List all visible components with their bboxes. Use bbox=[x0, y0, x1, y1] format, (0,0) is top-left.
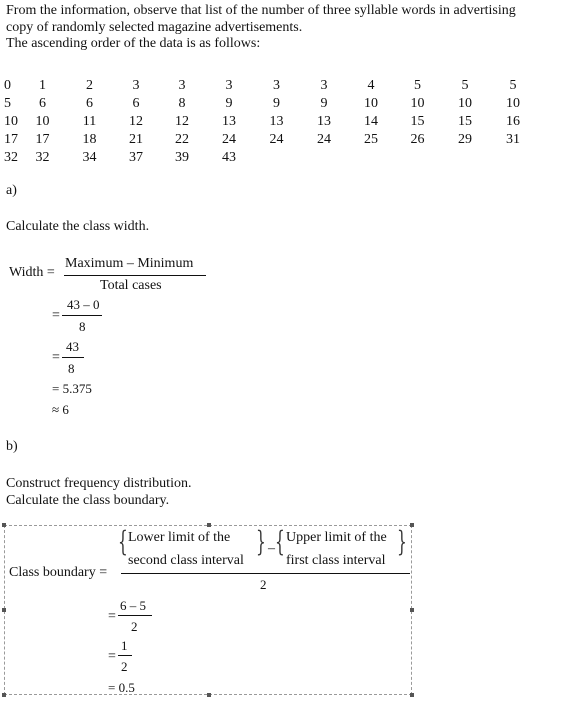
lower-limit-line-2: second class interval bbox=[128, 553, 244, 568]
data-cell: 10 bbox=[410, 96, 425, 111]
data-row bbox=[4, 77, 544, 95]
step2-numerator: 43 bbox=[66, 339, 79, 354]
cb-step1-equals: = bbox=[108, 609, 116, 624]
intro-line-2: copy of randomly selected magazine advertisements. bbox=[6, 19, 303, 35]
data-cell: 15 bbox=[410, 114, 425, 129]
data-cell: 3 bbox=[225, 78, 233, 93]
resize-handle-top-middle[interactable] bbox=[207, 523, 211, 527]
data-cell: 5 bbox=[509, 78, 517, 93]
upper-limit-line-2: first class interval bbox=[286, 553, 386, 568]
resize-handle-bottom-right[interactable] bbox=[410, 693, 414, 697]
cb-step1-denominator: 2 bbox=[131, 619, 138, 634]
cb-step2-numerator: 1 bbox=[121, 638, 128, 653]
data-cell: 5 bbox=[461, 78, 469, 93]
data-cell: 12 bbox=[175, 114, 189, 129]
data-cell: 4 bbox=[367, 78, 375, 93]
data-cell: 18 bbox=[82, 132, 97, 147]
part-a-heading: Calculate the class width. bbox=[6, 219, 150, 234]
data-cell: 13 bbox=[222, 114, 236, 129]
width-label: Width = bbox=[9, 265, 55, 280]
step2-fraction-bar bbox=[62, 357, 84, 358]
class-boundary-denominator: 2 bbox=[260, 577, 267, 592]
data-cell: 10 bbox=[4, 114, 18, 129]
cb-step1-fraction-bar bbox=[118, 615, 152, 616]
data-row bbox=[4, 113, 544, 131]
resize-handle-middle-left[interactable] bbox=[2, 608, 6, 612]
data-cell: 13 bbox=[269, 114, 284, 129]
step2-denominator: 8 bbox=[68, 361, 75, 376]
minus-sign: – bbox=[268, 541, 275, 556]
part-a-label: a) bbox=[6, 183, 17, 198]
data-cell: 17 bbox=[35, 132, 50, 147]
data-cell: 10 bbox=[364, 96, 378, 111]
data-cell: 37 bbox=[129, 150, 143, 165]
data-cell: 16 bbox=[506, 114, 520, 129]
step1-equals: = bbox=[52, 308, 60, 323]
data-cell: 5 bbox=[414, 78, 421, 93]
part-b-heading-2: Calculate the class boundary. bbox=[6, 493, 170, 508]
data-cell: 5 bbox=[4, 96, 11, 111]
data-cell: 31 bbox=[506, 132, 520, 147]
data-cell: 10 bbox=[458, 96, 472, 111]
data-cell: 9 bbox=[225, 96, 233, 111]
data-cell: 15 bbox=[458, 114, 472, 129]
cb-step2-equals: = bbox=[108, 649, 116, 664]
data-cell: 2 bbox=[86, 78, 93, 93]
data-cell: 32 bbox=[4, 150, 18, 165]
data-cell: 32 bbox=[35, 150, 50, 165]
step1-fraction-bar bbox=[62, 315, 102, 316]
width-numerator: Maximum – Minimum bbox=[65, 256, 194, 271]
intro-line-3: The ascending order of the data is as follows: bbox=[6, 36, 261, 51]
data-cell: 13 bbox=[317, 114, 331, 129]
data-cell: 6 bbox=[86, 96, 93, 111]
data-cell: 25 bbox=[364, 132, 378, 147]
class-boundary-label: Class boundary = bbox=[9, 565, 108, 580]
data-cell: 21 bbox=[129, 132, 143, 147]
step4-rounded: ≈ 6 bbox=[52, 402, 69, 417]
data-row bbox=[4, 149, 544, 167]
data-cell: 17 bbox=[4, 132, 18, 147]
class-boundary-equation-box[interactable] bbox=[4, 525, 412, 695]
width-fraction-bar bbox=[64, 275, 206, 276]
data-cell: 9 bbox=[273, 96, 280, 111]
part-b-heading-1: Construct frequency distribution. bbox=[6, 476, 192, 491]
data-cell: 22 bbox=[175, 132, 189, 147]
cb-step2-denominator: 2 bbox=[121, 659, 128, 674]
data-cell: 24 bbox=[317, 132, 331, 147]
resize-handle-top-right[interactable] bbox=[410, 523, 414, 527]
data-cell: 43 bbox=[222, 150, 236, 165]
data-cell: 24 bbox=[222, 132, 236, 147]
data-cell: 8 bbox=[178, 96, 186, 111]
intro-paragraph bbox=[6, 3, 576, 53]
intro-line-1: From the information, observe that list of the number of three syllable words in advertising bbox=[6, 3, 516, 18]
step1-denominator: 8 bbox=[79, 319, 86, 334]
cb-step1-numerator: 6 – 5 bbox=[120, 598, 146, 613]
data-table bbox=[4, 77, 544, 167]
data-cell: 34 bbox=[82, 150, 97, 165]
resize-handle-middle-right[interactable] bbox=[410, 608, 414, 612]
width-denominator: Total cases bbox=[100, 278, 162, 293]
data-cell: 3 bbox=[320, 78, 328, 93]
left-brace-close: } bbox=[256, 525, 266, 558]
data-cell: 12 bbox=[129, 114, 143, 129]
data-cell: 11 bbox=[82, 114, 97, 129]
left-brace-open: { bbox=[118, 525, 128, 558]
resize-handle-bottom-middle[interactable] bbox=[207, 693, 211, 697]
cb-step2-fraction-bar bbox=[118, 655, 132, 656]
data-cell: 39 bbox=[175, 150, 189, 165]
data-row bbox=[4, 95, 544, 113]
right-brace-open: { bbox=[275, 525, 285, 558]
data-cell: 3 bbox=[273, 78, 280, 93]
part-b-label: b) bbox=[6, 439, 18, 454]
data-cell: 6 bbox=[39, 96, 46, 111]
data-cell: 14 bbox=[364, 114, 378, 129]
data-cell: 3 bbox=[178, 78, 186, 93]
right-brace-close: } bbox=[397, 525, 407, 558]
resize-handle-bottom-left[interactable] bbox=[2, 693, 6, 697]
class-boundary-fraction-bar bbox=[121, 573, 410, 574]
lower-limit-line-1: Lower limit of the bbox=[128, 530, 231, 545]
data-row bbox=[4, 131, 544, 149]
upper-limit-line-1: Upper limit of the bbox=[286, 530, 387, 545]
step2-equals: = bbox=[52, 350, 60, 365]
data-cell: 29 bbox=[458, 132, 472, 147]
data-cell: 0 bbox=[4, 78, 11, 93]
step1-numerator: 43 – 0 bbox=[67, 297, 100, 312]
cb-step3-result: = 0.5 bbox=[108, 680, 135, 695]
data-cell: 6 bbox=[132, 96, 140, 111]
data-cell: 10 bbox=[506, 96, 520, 111]
data-cell: 10 bbox=[35, 114, 50, 129]
resize-handle-top-left[interactable] bbox=[2, 523, 6, 527]
data-cell: 26 bbox=[410, 132, 425, 147]
data-cell: 1 bbox=[39, 78, 46, 93]
data-cell: 9 bbox=[320, 96, 328, 111]
data-cell: 3 bbox=[132, 78, 140, 93]
data-cell: 24 bbox=[269, 132, 284, 147]
step3-result: = 5.375 bbox=[52, 381, 92, 396]
